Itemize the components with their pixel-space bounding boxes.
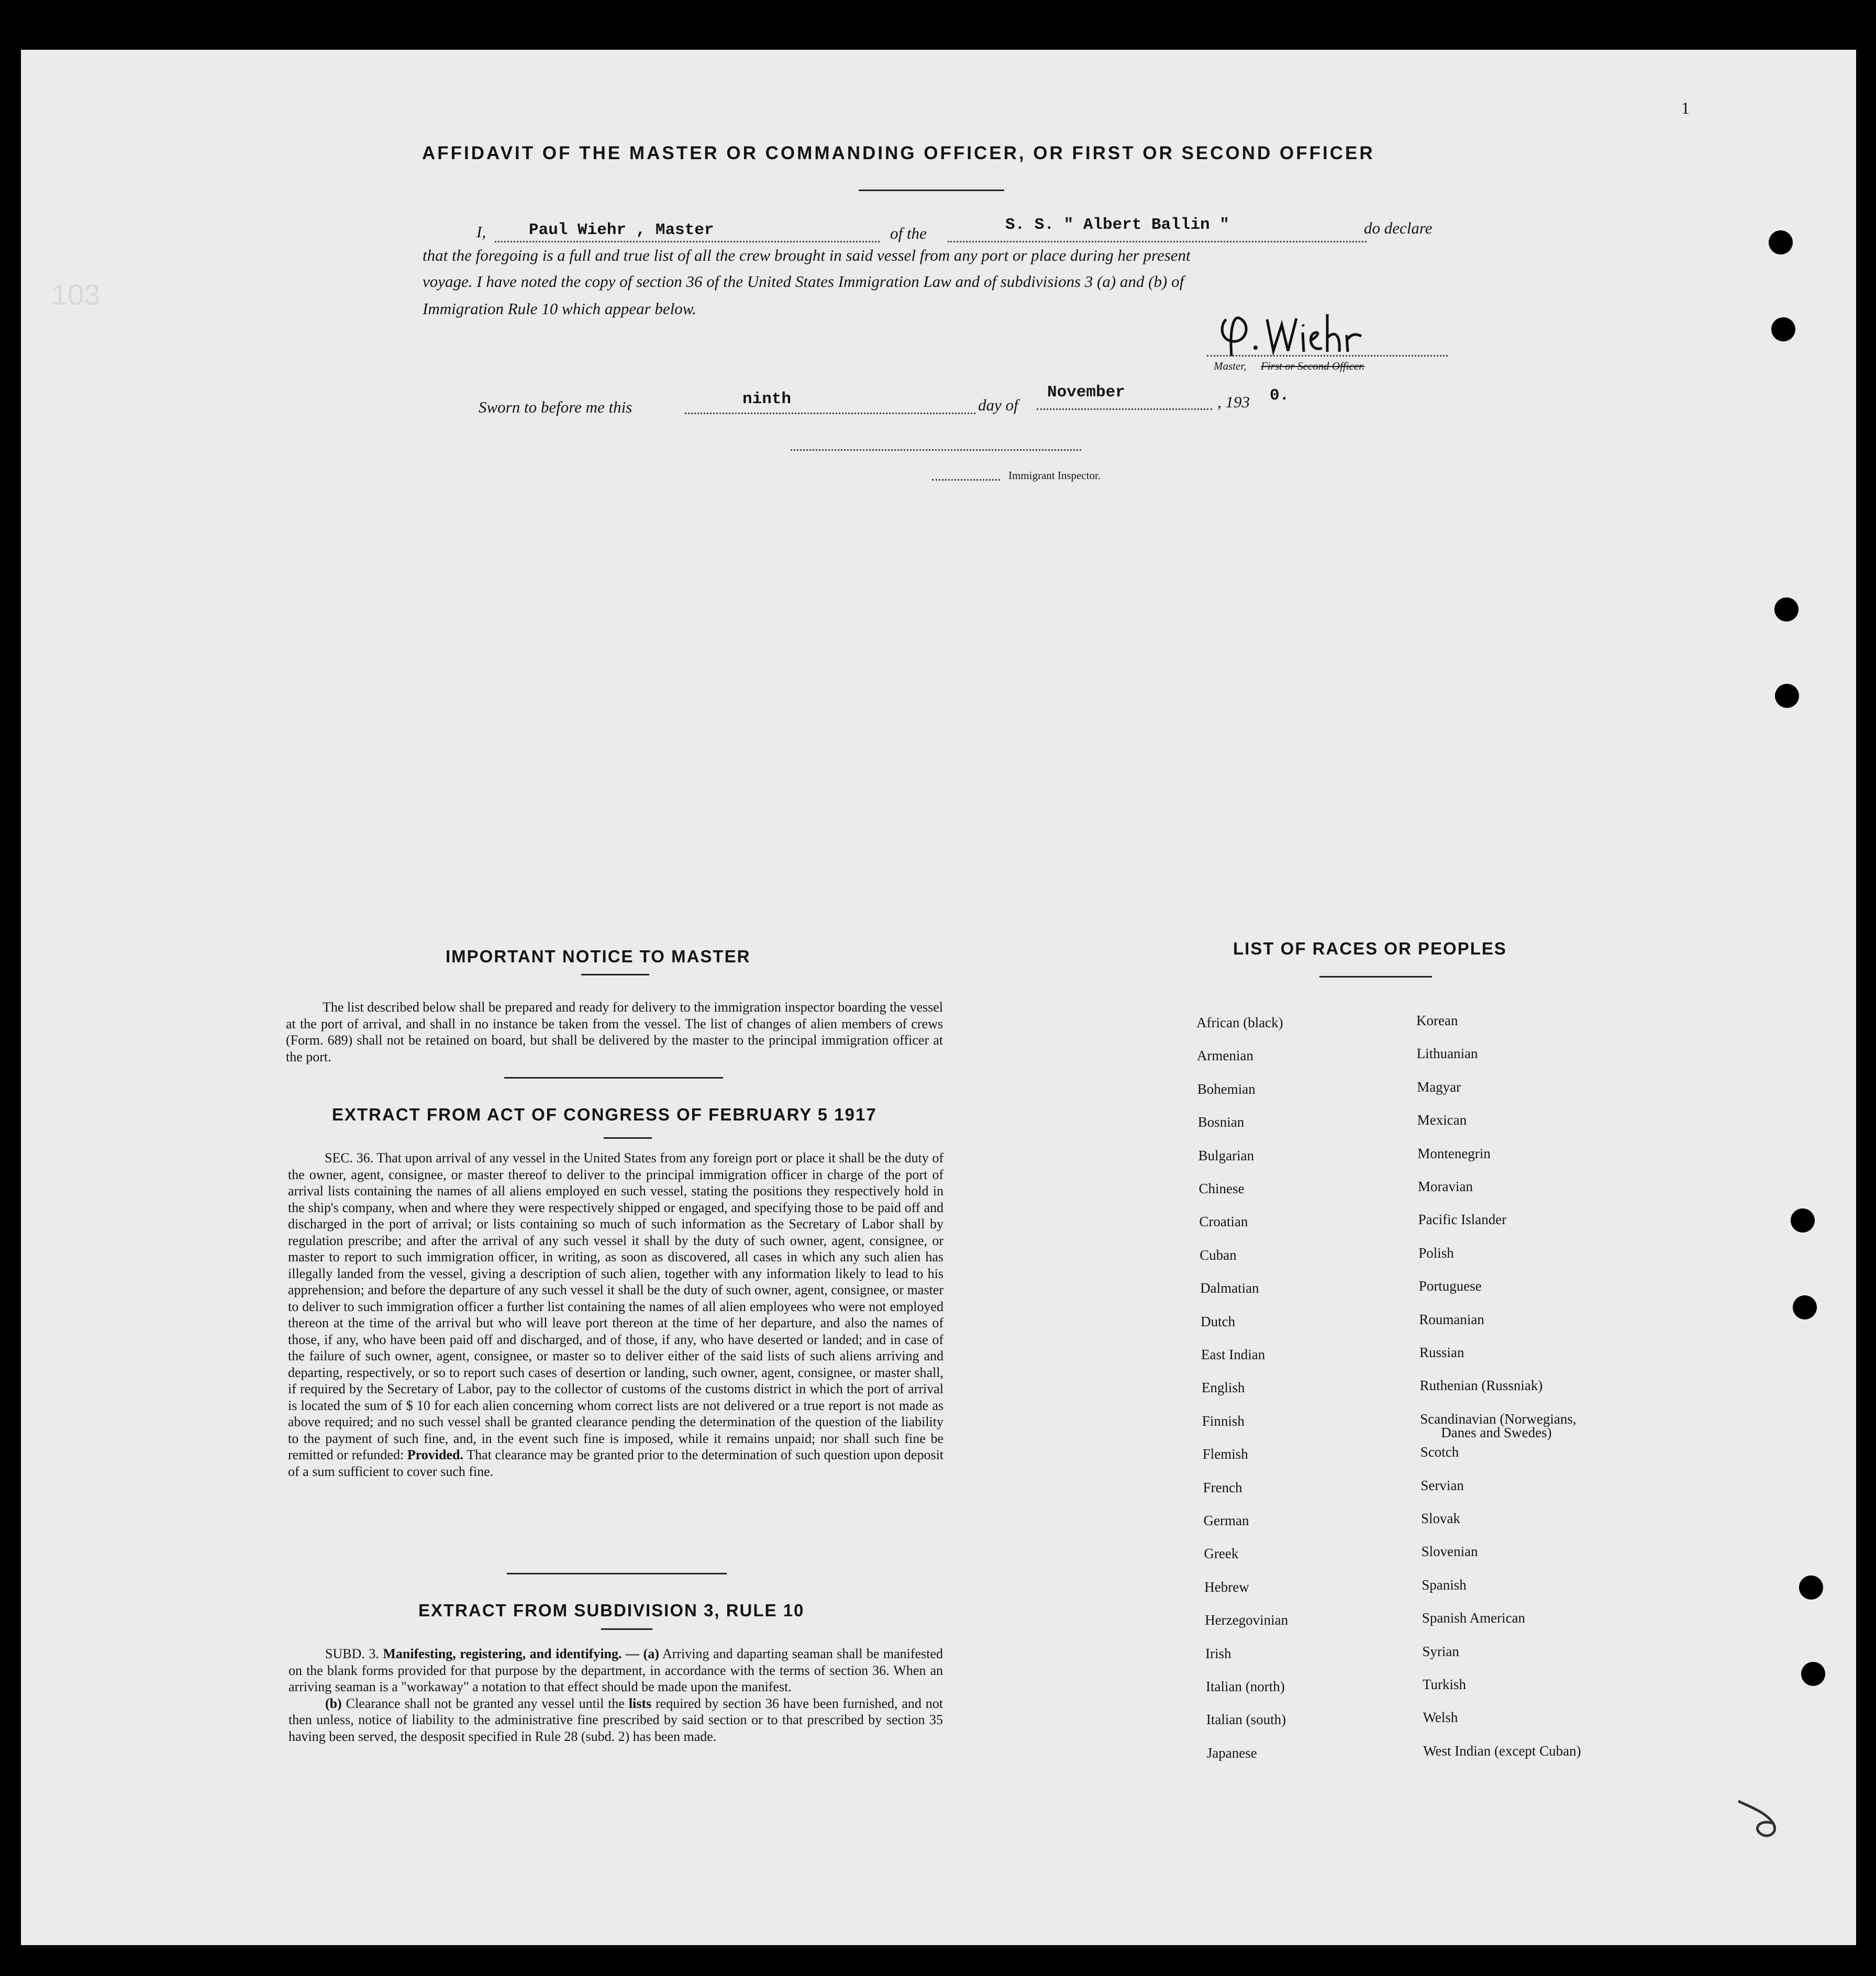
punch-hole-6 <box>1793 1295 1817 1319</box>
race-item-continuation: Danes and Swedes) <box>1441 1424 1552 1440</box>
race-item: Ruthenian (Russniak) <box>1419 1378 1543 1394</box>
vessel-name-field: S. S. " Albert Ballin " <box>1005 216 1229 234</box>
declare-label: do declare <box>1364 219 1433 237</box>
year-digit-field: 0. <box>1270 386 1290 405</box>
sworn-month-field: November <box>1047 383 1125 402</box>
handwritten-corner-mark <box>1728 1791 1791 1853</box>
race-item: Slovak <box>1421 1511 1461 1526</box>
act-sec-36-text: SEC. 36. That upon arrival of any vessel in the United States from any foreign port or place it shall be the duty of the owner, agent, consignee, or master thereof to deliver to the principal immigration officer in charge of the port of arrival lists containing the names of all aliens employed en such vessel, stating the positions they respectively hold in the ship's company, when and where they were respectively shipped or engaged, and specifying those to be paid off and discharged in the port of arrival; or lists containing so much of such information as the Secretary of Labor shall by regulation prescribe; and after the arrival of any such vessel it shall by the duty of such owner, agent, consignee, or master to report to such immigration officer, in writing, as soon as discovered, all cases in which any such alien has illegally landed from the vessel, giving a description of such alien, together with any information likely to lead to his apprehension; and before the departure of any such vessel it shall be the duty of such owner, agent, consignee, or master to deliver to such immigration officer a further list containing the names of all alien employees who were not employed thereon at the time of the arrival but who will leave port thereon at the time of her departure, and also the names of those, if any, who have been paid off and discharged, and of those, if any, who have deserted or landed; and in case of the failure of such owner, agent, consignee, or master so to deliver either of the said lists of such aliens arriving and departing, respectively, or so to report such cases of desertion or landing, such owner, agent, consignee, or master shall, if required by the Secretary of Labor, pay to the collector of customs of the customs district in which the port of arrival is located the sum of $ 10 for each alien concerning whom correct lists are not delivered or a true report is not made as above required; and no such vessel shall be granted clearance pending the determination of the question of the liability to the payment of such fine, and, in the event such fine is imposed, while it remains unpaid; nor shall such fine be remitted or refunded: <box>288 1150 943 1462</box>
act-title-rule <box>604 1137 652 1139</box>
race-item: Montenegrin <box>1417 1145 1491 1161</box>
affidavit-body-line-1: that the foregoing is a full and true list of all the crew brought in said vessel from any port or place during her present <box>423 246 1191 264</box>
page-mark: 1 <box>1681 98 1690 117</box>
race-item: Finnish <box>1202 1413 1245 1429</box>
of-the-label: of the <box>890 224 927 242</box>
punch-hole-7 <box>1799 1575 1823 1600</box>
race-item: Irish <box>1205 1645 1231 1661</box>
day-of-label: day of <box>978 396 1018 414</box>
affidavit-title-rule <box>859 190 1004 191</box>
race-item: Herzegovinian <box>1205 1612 1289 1628</box>
race-item: Armenian <box>1196 1048 1253 1064</box>
race-item: Portuguese <box>1418 1278 1482 1294</box>
rule-title: EXTRACT FROM SUBDIVISION 3, RULE 10 <box>418 1601 805 1620</box>
punch-hole-5 <box>1791 1208 1815 1233</box>
race-item: Spanish American <box>1422 1610 1526 1626</box>
race-item: Chinese <box>1198 1181 1245 1196</box>
race-item: Bohemian <box>1197 1081 1256 1097</box>
i-label: I, <box>476 223 486 241</box>
notice-body: The list described below shall be prepared and ready for delivery to the immigration inspector boarding the vessel at the port of arrival, and shall in no instance be taken from the vessel. The list of changes of alien members of crews (Form. 689) shall not be retained on board, but shall be delivered by the master to the principal immigration officer at the port. <box>286 1000 943 1064</box>
punch-hole-8 <box>1801 1662 1825 1686</box>
punch-hole-3 <box>1774 597 1799 621</box>
race-item: English <box>1201 1380 1245 1396</box>
race-item: Dalmatian <box>1200 1280 1259 1296</box>
punch-hole-2 <box>1771 317 1795 341</box>
race-item: Roumanian <box>1419 1311 1484 1327</box>
act-tail-text: That clearance may be granted prior to the determination of such question upon deposit of a sum sufficient to cover such fine. <box>288 1447 944 1479</box>
race-item: Spanish <box>1422 1577 1467 1593</box>
race-item: Japanese <box>1206 1745 1257 1761</box>
race-item: East Indian <box>1201 1347 1266 1362</box>
race-item: Turkish <box>1423 1677 1467 1692</box>
signature-title-struck: First or Second Officer. <box>1261 360 1365 372</box>
notice-divider <box>504 1077 723 1079</box>
rule-body: SUBD. 3. Manifesting, registering, and identifying. — (a) Arriving and daparting seaman shall be manifested on the blank forms provided for that purpose by the department, in accordance with the terms of section 36. When an arriving seaman is a "workaway" a notation to that effect should be made upon the manifest. (b) Clearance shall not be granted any vessel until the lists required by section 36 have been furnished, and not then unless, notice of liability to the administrative fine prescribed by said section or to that prescribed by section 35 having been served, the desposit specified in Rule 28 (subd. 2) has been made. <box>288 1646 943 1744</box>
race-item: Mexican <box>1417 1112 1467 1128</box>
punch-hole-4 <box>1775 684 1799 708</box>
affidavit-body-line-2: voyage. I have noted the copy of section 36 of the United States Immigration Law and of subdivisions 3 (a) and (b) of <box>423 272 1184 291</box>
rule-b-text: required by section 36 have been furnished, and not then unless, notice of liability to the administrative fine prescribed by said section or to that prescribed by section 35 having been served, the desposit specified in Rule 28 (subd. 2) has been made. <box>288 1695 943 1744</box>
affidavit-title: AFFIDAVIT OF THE MASTER OR COMMANDING OFFICER, OR FIRST OR SECOND OFFICER <box>422 143 1375 163</box>
act-body <box>288 1150 943 1480</box>
races-title: LIST OF RACES OR PEOPLES <box>1233 939 1507 958</box>
races-title-rule <box>1319 976 1432 978</box>
punch-hole-1 <box>1769 230 1793 254</box>
race-item: Italian (north) <box>1206 1679 1285 1694</box>
race-item: African (black) <box>1196 1015 1283 1030</box>
race-item: Dutch <box>1201 1313 1236 1329</box>
race-item: Lithuanian <box>1416 1046 1478 1062</box>
race-item: Scotch <box>1420 1444 1459 1460</box>
race-item: French <box>1203 1479 1242 1495</box>
race-item: Moravian <box>1418 1179 1473 1194</box>
race-item: German <box>1203 1513 1249 1528</box>
rule-a-text: Arriving and daparting seaman shall be manifested on the blank forms provided for that purpose by the department, in accordance with the terms of section 36. When an arriving seaman is a "workaway" a notation to that effect should be made upon the manifest. <box>288 1646 943 1694</box>
master-name-field: Paul Wiehr , Master <box>529 221 714 239</box>
act-divider <box>507 1573 727 1574</box>
notice-title-rule <box>581 974 649 975</box>
affidavit-body-line-3: Immigration Rule 10 which appear below. <box>423 299 696 318</box>
signature-title-master: Master, <box>1214 360 1247 372</box>
race-item: Flemish <box>1202 1446 1248 1462</box>
race-item: Croatian <box>1199 1214 1248 1230</box>
race-item: Cuban <box>1200 1247 1237 1263</box>
race-item: Scandinavian (Norwegians, <box>1420 1411 1577 1427</box>
race-item: Russian <box>1419 1345 1464 1360</box>
race-item: Italian (south) <box>1206 1712 1286 1728</box>
race-item: Pacific Islander <box>1418 1212 1507 1228</box>
race-item: Korean <box>1416 1013 1458 1028</box>
inspector-label: Immigrant Inspector. <box>1008 469 1101 482</box>
race-item: Bosnian <box>1197 1114 1245 1130</box>
rule-subd-heading: Manifesting, registering, and identifying. — <box>383 1646 640 1661</box>
race-item: Slovenian <box>1421 1544 1478 1560</box>
act-provided-label: Provided. <box>407 1447 463 1462</box>
sworn-day-field: ninth <box>742 390 792 408</box>
race-item: Greek <box>1204 1546 1239 1562</box>
notice-title: IMPORTANT NOTICE TO MASTER <box>446 947 751 966</box>
sworn-label: Sworn to before me this <box>479 398 632 416</box>
master-signature <box>1215 304 1372 361</box>
race-item: Syrian <box>1422 1643 1459 1659</box>
race-item: West Indian (except Cuban) <box>1423 1742 1581 1759</box>
race-item: Magyar <box>1417 1079 1461 1095</box>
race-item: Welsh <box>1423 1709 1458 1726</box>
year-prefix: , 193 <box>1217 393 1250 411</box>
faint-stamp: 103 <box>51 278 101 311</box>
rule-title-rule <box>601 1628 652 1630</box>
race-item: Polish <box>1418 1245 1454 1261</box>
race-item: Servian <box>1420 1477 1464 1493</box>
race-item: Bulgarian <box>1198 1147 1255 1163</box>
race-item: Hebrew <box>1204 1579 1249 1595</box>
act-title: EXTRACT FROM ACT OF CONGRESS OF FEBRUARY 5 1917 <box>332 1105 877 1124</box>
